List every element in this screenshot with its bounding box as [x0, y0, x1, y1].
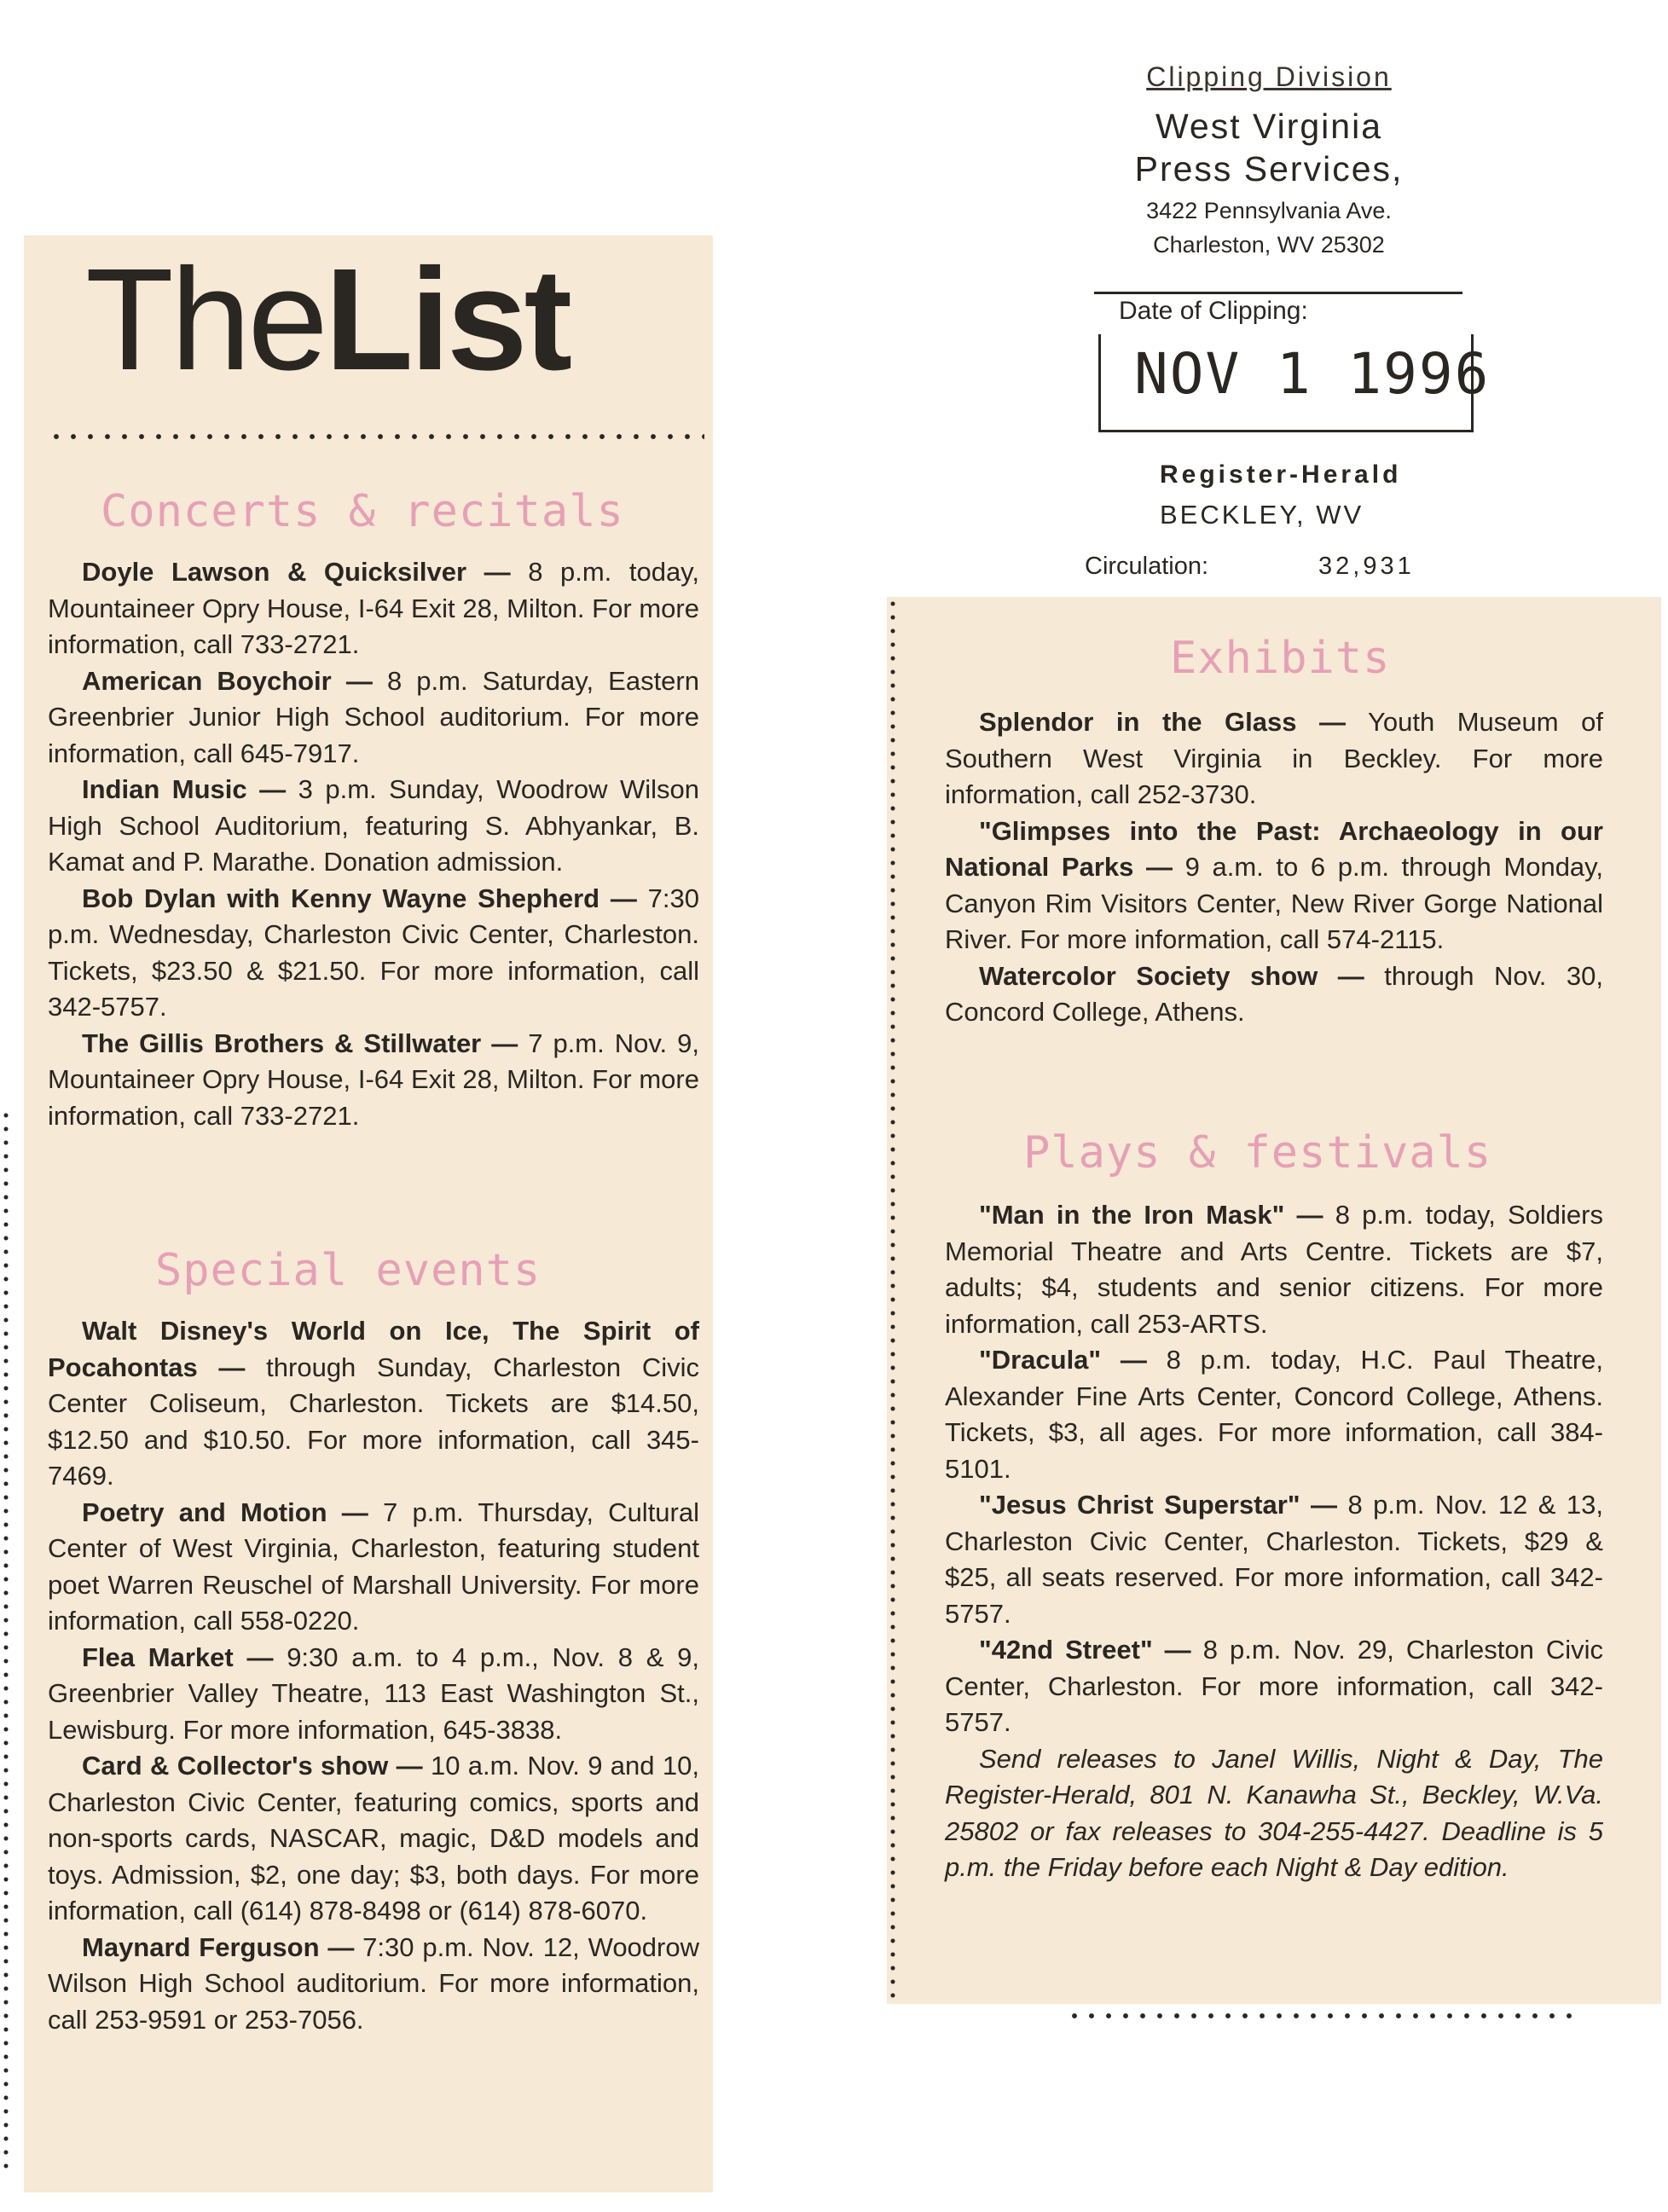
item-body: 10 a.m. Nov. 9 and 10, Charleston Civic Center, featuring comics, sports and non-sports cards, NASCAR, magic, D&D models and toys. Admission, $2, one day; $3, both days. For more information, call (614) 878-8498 or (614) 878-6070. [48, 1751, 699, 1925]
item-title: Bob Dylan with Kenny Wayne Shepherd — [82, 883, 637, 913]
item-title: "Man in the Iron Mask" — [979, 1200, 1323, 1230]
submission-note: Send releases to Janel Willis, Night & Day, The Register-Herald, 801 N. Kanawha St., Beckley, W.Va. 25802 or fax releases to 304-255-4427. Deadline is 5 p.m. the Friday before each Night & Day edition. [945, 1743, 1603, 1882]
stamp-address-line2: Charleston, WV 25302 [1153, 232, 1385, 258]
concerts-list [48, 554, 699, 1134]
left-clipping-edge-dots [2, 1109, 10, 2174]
list-item [48, 663, 699, 773]
item-title: Flea Market — [82, 1642, 274, 1672]
list-item [48, 1026, 699, 1135]
plays-list [945, 1197, 1603, 1886]
publication-city: BECKLEY, WV [1160, 500, 1364, 530]
item-title: Poetry and Motion — [82, 1497, 368, 1527]
list-item [945, 958, 1603, 1031]
item-body: 8 p.m. Saturday, Eastern Greenbrier Junior High School auditorium. For more information, call 645-7917. [48, 665, 699, 768]
list-item [48, 1640, 699, 1749]
masthead-the: The [85, 239, 325, 401]
list-item [48, 554, 699, 663]
item-body: 8 p.m. today, H.C. Paul Theatre, Alexander Fine Arts Center, Concord College, Athens. Tickets, $3, all ages. For more information, call 384-5101. [945, 1345, 1603, 1484]
item-title: Watercolor Society show — [979, 960, 1364, 991]
item-body: through Nov. 30, Concord College, Athens. [945, 960, 1603, 1027]
item-body: 8 p.m. today, Soldiers Memorial Theatre and Arts Centre. Tickets are $7, adults; $4, students and senior citizens. For more information, call 253-ARTS. [945, 1200, 1603, 1339]
item-body: 3 p.m. Sunday, Woodrow Wilson High School Auditorium, featuring S. Abhyankar, B. Kamat and P. Marathe. Donation admission. [48, 774, 700, 877]
item-body: 7 p.m. Nov. 9, Mountaineer Opry House, I-64 Exit 28, Milton. For more information, call 733-2721. [48, 1028, 699, 1131]
masthead-dot-rule [48, 428, 704, 445]
item-body: 8 p.m. Nov. 29, Charleston Civic Center, Charleston. For more information, call 342-5757. [945, 1635, 1604, 1737]
list-item [945, 1197, 1603, 1342]
list-item [945, 1342, 1603, 1487]
section-heading-plays: Plays & festivals [1023, 1127, 1492, 1178]
item-body: Youth Museum of Southern West Virginia in Beckley. For more information, call 252-3730. [945, 707, 1603, 809]
item-title: The Gillis Brothers & Stillwater — [82, 1028, 518, 1058]
list-item [48, 1930, 699, 2039]
stamp-org-line2: Press Services, [1134, 149, 1404, 188]
clipping-stamp [1081, 61, 1457, 262]
item-body: 7 p.m. Thursday, Cultural Center of West Virginia, Charleston, featuring student poet Warren Reuschel of Marshall University. For more information, call 558-0220. [48, 1497, 699, 1636]
item-body: 7:30 p.m. Wednesday, Charleston Civic Center, Charleston. Tickets, $23.50 & $21.50. For more information, call 342-5757. [48, 883, 699, 1022]
item-title: "Glimpses into the Past: Archaeology in our National Parks — [945, 815, 1603, 882]
item-title: "Dracula" — [979, 1345, 1147, 1375]
item-title: "Jesus Christ Superstar" — [979, 1490, 1337, 1520]
circulation-label: Circulation: [1085, 553, 1209, 580]
circulation-value: 32,931 [1318, 553, 1415, 580]
item-title: Maynard Ferguson — [82, 1931, 355, 1962]
item-title: American Boychoir — [82, 665, 373, 696]
masthead-list: List [324, 239, 570, 401]
exhibits-list [945, 704, 1603, 1031]
list-item [48, 772, 699, 881]
item-body: 9 a.m. to 6 p.m. through Monday, Canyon Rim Visitors Center, New River Gorge National River. For more information, call 574-2115. [945, 852, 1603, 954]
item-title: Splendor in the Glass — [979, 707, 1347, 737]
right-clipping-bottom-dots [1066, 2007, 1578, 2024]
item-title: Card & Collector's show — [82, 1751, 423, 1781]
list-item [945, 1487, 1603, 1632]
list-item [48, 881, 699, 1026]
item-title: Walt Disney's World on Ice, The Spirit of Pocahontas — [48, 1316, 699, 1382]
list-item [48, 1748, 699, 1930]
item-body: 8 p.m. Nov. 12 & 13, Charleston Civic Center, Charleston. Tickets, $29 & $25, all seats reserved. For more information, call 342-5757. [945, 1490, 1603, 1629]
stamp-title: Clipping Division [1146, 61, 1392, 92]
item-body: through Sunday, Charleston Civic Center Coliseum, Charleston. Tickets are $14.50, $12.50 and $10.50. For more information, call 345-7469. [48, 1352, 699, 1491]
item-title: "42nd Street" — [979, 1635, 1191, 1665]
list-item [48, 1495, 699, 1640]
publication-name: Register-Herald [1160, 460, 1402, 489]
stamp-divider [1094, 292, 1462, 294]
item-title: Doyle Lawson & Quicksilver — [82, 557, 511, 587]
section-heading-concerts: Concerts & recitals [101, 486, 624, 537]
list-item [945, 704, 1603, 814]
list-item [48, 1313, 699, 1495]
right-clipping-edge-dots [889, 597, 897, 2004]
masthead [85, 239, 570, 401]
special-events-list [48, 1313, 699, 2038]
item-body: 9:30 a.m. to 4 p.m., Nov. 8 & 9, Greenbrier Valley Theatre, 113 East Washington St., Lewisburg. For more information, 645-3838. [48, 1642, 699, 1745]
list-item [945, 814, 1603, 958]
item-title: Indian Music — [82, 774, 287, 804]
date-label: Date of Clipping: [1119, 297, 1308, 325]
stamp-address-line1: 3422 Pennsylvania Ave. [1146, 198, 1392, 223]
section-heading-special-events: Special events [155, 1245, 542, 1296]
list-item [945, 1632, 1603, 1741]
item-body: 8 p.m. today, Mountaineer Opry House, I-64 Exit 28, Milton. For more information, call 733-2721. [48, 557, 699, 659]
section-heading-exhibits: Exhibits [1170, 633, 1391, 684]
stamp-org-line1: West Virginia [1155, 107, 1383, 146]
item-body: 7:30 p.m. Nov. 12, Woodrow Wilson High School auditorium. For more information, call 253-9591 or 253-7056. [48, 1931, 699, 2035]
date-value: NOV 1 1996 [1134, 341, 1491, 407]
